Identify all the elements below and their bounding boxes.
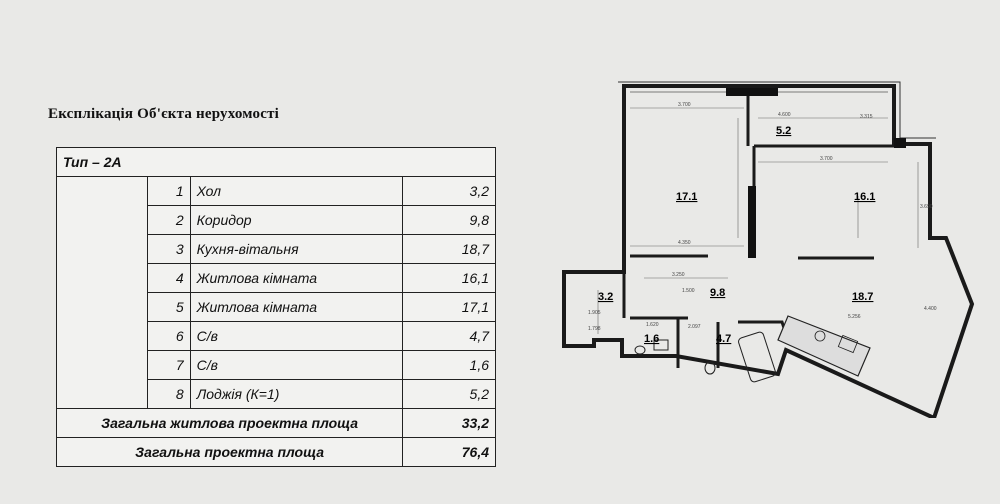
room-name: Лоджія (К=1) [190, 380, 403, 409]
room-number: 2 [147, 206, 190, 235]
living-area-row [57, 409, 496, 438]
svg-text:1.620: 1.620 [646, 322, 659, 328]
apartment-type: Тип – 2А [57, 148, 496, 177]
room-name: Хол [190, 177, 403, 206]
room-name: С/в [190, 322, 403, 351]
kitchen-area-label: 18.7 [852, 291, 874, 303]
svg-text:1.905: 1.905 [588, 310, 601, 316]
svg-text:1.798: 1.798 [588, 326, 601, 332]
room-area: 4,7 [403, 322, 496, 351]
room-area: 5,2 [403, 380, 496, 409]
dimension-labels [588, 102, 937, 332]
interior-walls [624, 92, 894, 368]
room-area: 9,8 [403, 206, 496, 235]
room-name: Кухня-вітальня [190, 235, 403, 264]
svg-text:3.250: 3.250 [672, 272, 685, 278]
room-area: 1,6 [403, 351, 496, 380]
room-number: 3 [147, 235, 190, 264]
svg-text:3.315: 3.315 [860, 114, 873, 120]
wc-large-area-label: 4.7 [716, 333, 732, 345]
room-area: 18,7 [403, 235, 496, 264]
svg-text:4.350: 4.350 [678, 240, 691, 246]
room-number: 5 [147, 293, 190, 322]
table-row [57, 177, 496, 206]
svg-text:3.690: 3.690 [920, 204, 933, 210]
room-name: Житлова кімната [190, 293, 403, 322]
type-row [57, 148, 496, 177]
room-area: 3,2 [403, 177, 496, 206]
room-area: 17,1 [403, 293, 496, 322]
svg-text:4.600: 4.600 [778, 112, 791, 118]
room-number: 6 [147, 322, 190, 351]
total-area-label: Загальна проектна площа [57, 438, 403, 467]
room-name: Коридор [190, 206, 403, 235]
room-4-area-label: 16.1 [854, 191, 876, 203]
blank-cell [57, 177, 148, 409]
explication-title: Експлікація Об'єкта нерухомості [48, 106, 280, 122]
svg-text:3.700: 3.700 [678, 102, 691, 108]
room-name: С/в [190, 351, 403, 380]
room-number: 4 [147, 264, 190, 293]
svg-text:4.400: 4.400 [924, 306, 937, 312]
room-5-area-label: 17.1 [676, 191, 698, 203]
living-area-label: Загальна житлова проектна площа [57, 409, 403, 438]
living-area-value: 33,2 [403, 409, 496, 438]
loggia-area-label: 5.2 [776, 125, 792, 137]
room-name: Житлова кімната [190, 264, 403, 293]
room-number: 1 [147, 177, 190, 206]
svg-text:1.500: 1.500 [682, 288, 695, 294]
floor-plan [558, 78, 978, 418]
room-area: 16,1 [403, 264, 496, 293]
svg-text:5.256: 5.256 [848, 314, 861, 320]
outer-walls [564, 86, 972, 418]
room-number: 7 [147, 351, 190, 380]
total-area-row [57, 438, 496, 467]
wc-small-area-label: 1.6 [644, 333, 660, 345]
svg-text:3.700: 3.700 [820, 156, 833, 162]
room-number: 8 [147, 380, 190, 409]
corridor-area-label: 9.8 [710, 287, 726, 299]
total-area-value: 76,4 [403, 438, 496, 467]
explication-table [56, 147, 496, 467]
hall-area-label: 3.2 [598, 291, 614, 303]
svg-text:2.097: 2.097 [688, 324, 701, 330]
